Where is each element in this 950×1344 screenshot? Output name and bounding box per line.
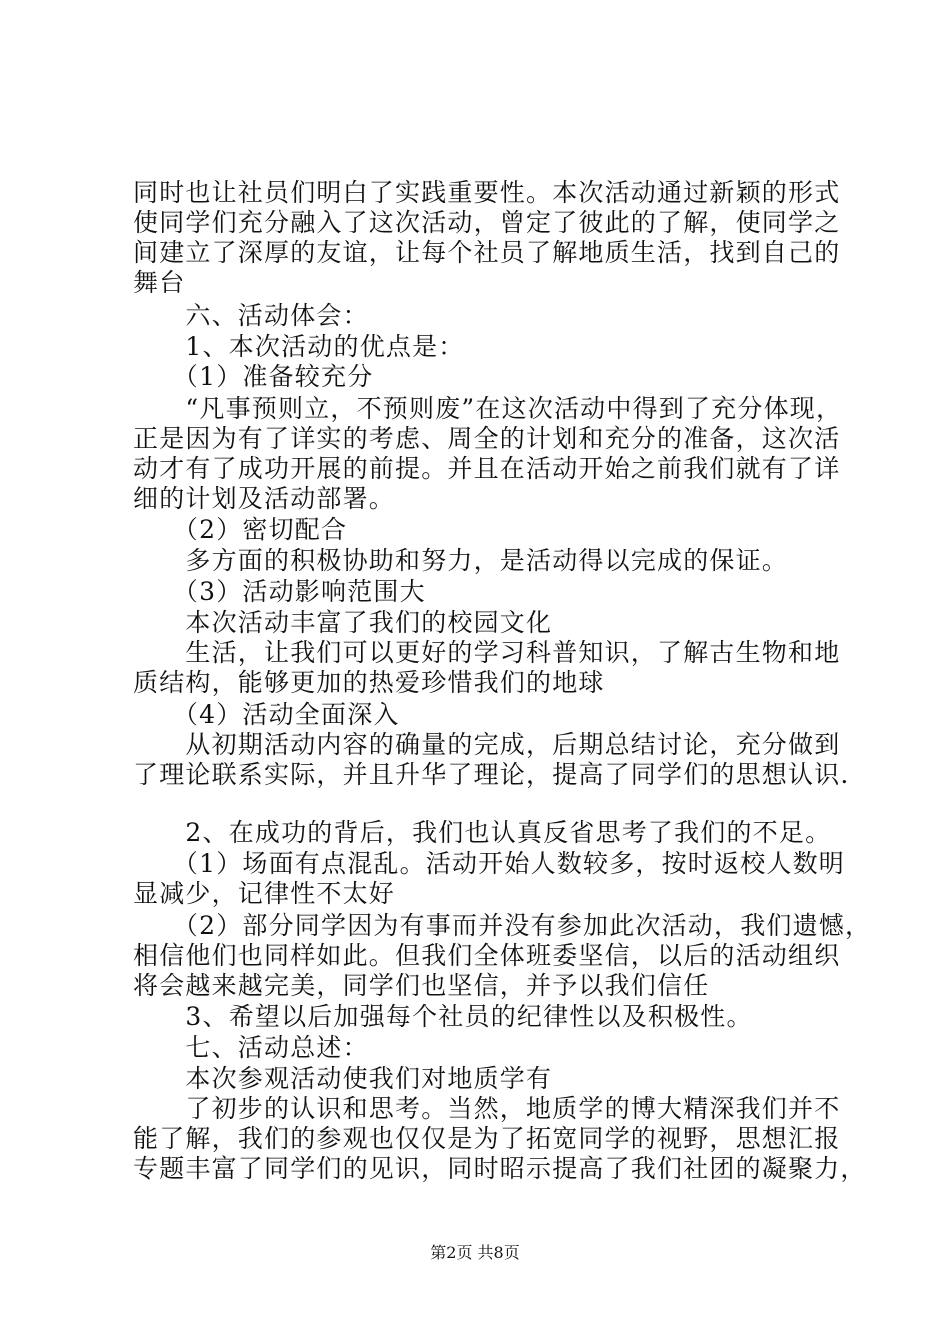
subsection-heading: 1、本次活动的优点是： (133, 332, 465, 361)
text-line: 了初步的认识和思考。当然，地质学的博大精深我们并不 (133, 1094, 841, 1123)
text-line: 间建立了深厚的友谊，让每个社员了解地质生活，找到自己的 (133, 238, 841, 267)
text-line: 了理论联系实际，并且升华了理论，提高了同学们的思想认识. (133, 760, 850, 789)
item-heading: （4）活动全面深入 (133, 700, 400, 729)
text-line: 本次活动丰富了我们的校园文化 (133, 608, 553, 637)
subsection-heading: 3、希望以后加强每个社员的纪律性以及积极性。 (133, 1002, 753, 1031)
text-line: 使同学们充分融入了这次活动，曾定了彼此的了解，使同学之 (133, 208, 841, 237)
section-heading: 七、活动总述： (133, 1033, 369, 1062)
text-line: （1）场面有点混乱。活动开始人数较多，按时返校人数明 (133, 849, 846, 878)
text-line: 质结构，能够更加的热爱珍惜我们的地球 (133, 668, 605, 697)
item-heading: （1）准备较充分 (133, 362, 374, 391)
text-line: 舞台 (133, 268, 186, 297)
text-line: 多方面的积极协助和努力，是活动得以完成的保证。 (133, 546, 789, 575)
section-heading: 六、活动体会： (133, 301, 369, 330)
text-line: 本次参观活动使我们对地质学有 (133, 1064, 553, 1093)
item-heading: （2）密切配合 (133, 515, 348, 544)
text-line: 同时也让社员们明白了实践重要性。本次活动通过新颖的形式 (133, 178, 841, 207)
page-number-footer: 第2页 共8页 (430, 1243, 520, 1262)
text-line: 生活，让我们可以更好的学习科普知识，了解古生物和地 (133, 638, 841, 667)
text-line: 专题丰富了同学们的见识，同时昭示提高了我们社团的凝聚力， (133, 1154, 867, 1183)
item-heading: （3）活动影响范围大 (133, 577, 426, 606)
subsection-heading: 2、在成功的背后，我们也认真反省思考了我们的不足。 (133, 818, 832, 847)
text-line: 相信他们也同样如此。但我们全体班委坚信，以后的活动组织 (133, 941, 841, 970)
text-line: 细的计划及活动部署。 (133, 484, 396, 513)
text-line: 从初期活动内容的确量的完成，后期总结讨论，充分做到 (133, 730, 841, 759)
text-line: （2）部分同学因为有事而并没有参加此次活动，我们遗憾， (133, 911, 872, 940)
text-line: 能了解，我们的参观也仅仅是为了拓宽同学的视野，思想汇报 (133, 1124, 841, 1153)
text-line: 将会越来越完美，同学们也坚信，并予以我们信任 (133, 971, 710, 1000)
text-line: 动才有了成功开展的前提。并且在活动开始之前我们就有了详 (133, 454, 841, 483)
text-line: 显减少，记律性不太好 (133, 879, 396, 908)
text-line: 正是因为有了详实的考虑、周全的计划和充分的准备，这次活 (133, 424, 841, 453)
text-line: “凡事预则立，不预则废”在这次活动中得到了充分体现， (133, 394, 843, 423)
